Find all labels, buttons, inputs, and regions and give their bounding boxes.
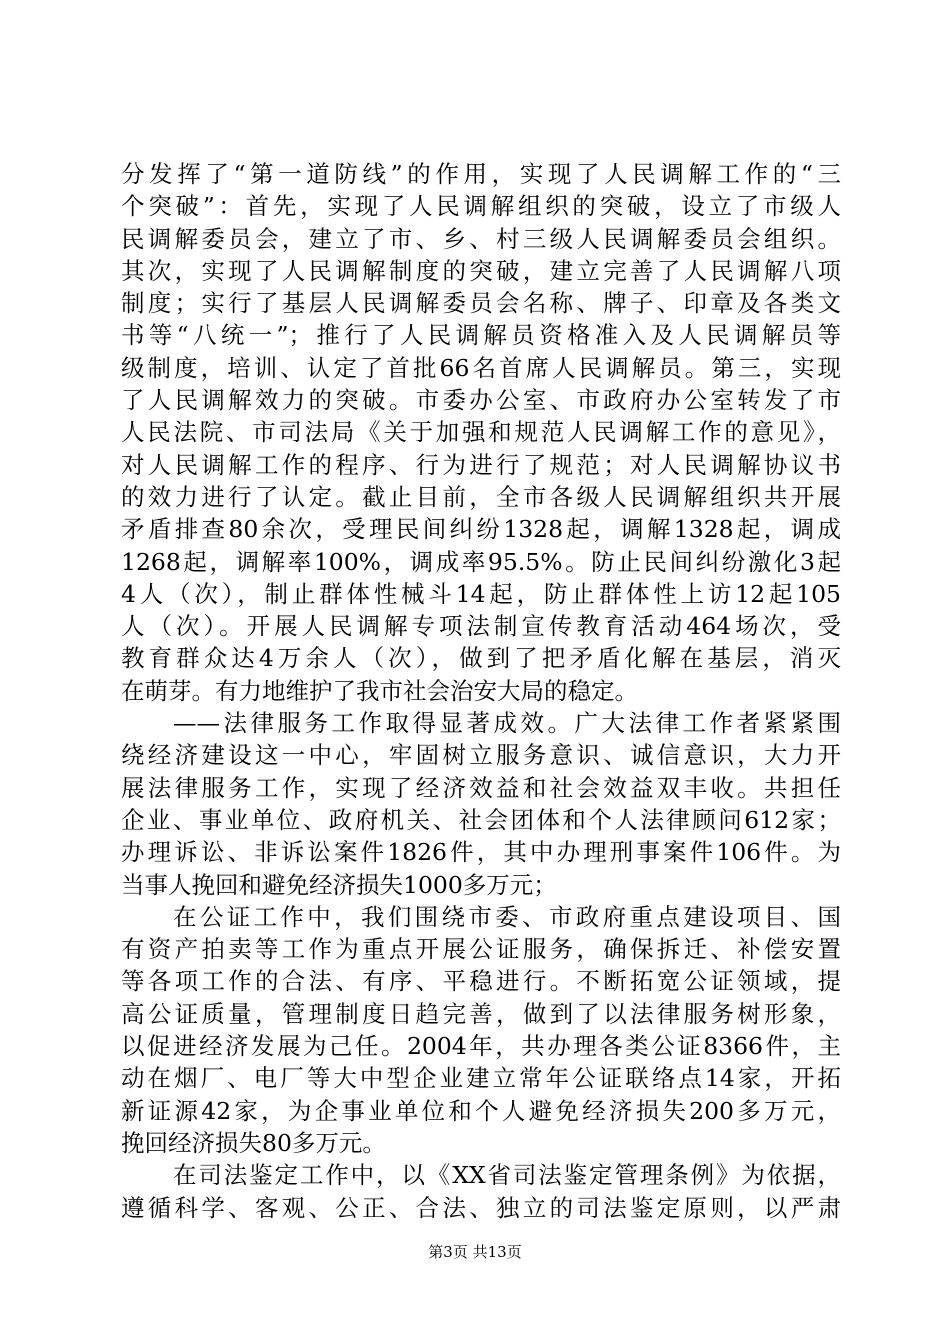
text-line: 高公证质量，管理制度日趋完善，做到了以法律服务树形象， xyxy=(121,999,841,1028)
text-line: 等各项工作的合法、有序、平稳进行。不断拓宽公证领域，提 xyxy=(121,967,841,996)
text-line: 当事人挽回和避免经济损失1000多万元； xyxy=(121,870,557,899)
text-line: 矛盾排查80余次，受理民间纠纷1328起，调解1328起，调成 xyxy=(121,515,841,544)
page-number-footer: 第3页 共13页 xyxy=(428,1243,522,1261)
text-line: 教育群众达4万余人（次），做到了把矛盾化解在基层，消灭 xyxy=(121,644,841,673)
text-line: 的效力进行了认定。截止目前，全市各级人民调解组织共开展 xyxy=(121,482,841,511)
text-line: 办理诉讼、非诉讼案件1826件，其中办理刑事案件106件。为 xyxy=(121,838,841,867)
text-line: 在公证工作中，我们围绕市委、市政府重点建设项目、国 xyxy=(173,902,841,931)
text-line: 在萌芽。有力地维护了我市社会治安大局的稳定。 xyxy=(121,676,638,705)
text-line: 绕经济建设这一中心，牢固树立服务意识、诚信意识，大力开 xyxy=(121,741,841,770)
text-line: 了人民调解效力的突破。市委办公室、市政府办公室转发了市 xyxy=(121,386,841,415)
text-line: 遵循科学、客观、公正、合法、独立的司法鉴定原则，以严肃 xyxy=(121,1193,841,1222)
text-line: ——法律服务工作取得显著成效。广大法律工作者紧紧围 xyxy=(173,709,841,738)
text-line: 1268起，调解率100%，调成率95.5%。防止民间纠纷激化3起 xyxy=(121,547,841,576)
text-line: 动在烟厂、电厂等大中型企业建立常年公证联络点14家，开拓 xyxy=(121,1064,841,1093)
document-body xyxy=(121,158,841,1224)
text-line: 展法律服务工作，实现了经济效益和社会效益双丰收。共担任 xyxy=(121,773,841,802)
text-line: 在司法鉴定工作中，以《XX省司法鉴定管理条例》为依据， xyxy=(173,1161,841,1190)
text-line: 4人（次），制止群体性械斗14起，防止群体性上访12起105 xyxy=(121,579,841,608)
text-line: 挽回经济损失80多万元。 xyxy=(121,1128,386,1157)
text-line: 以促进经济发展为己任。2004年，共办理各类公证8366件，主 xyxy=(121,1032,841,1061)
text-line: 书等“八统一”；推行了人民调解员资格准入及人民调解员等 xyxy=(121,321,841,350)
text-line: 新证源42家，为企事业单位和个人避免经济损失200多万元， xyxy=(121,1096,841,1125)
text-line: 个突破”：首先，实现了人民调解组织的突破，设立了市级人 xyxy=(121,192,841,221)
text-line: 民调解委员会，建立了市、乡、村三级人民调解委员会组织。 xyxy=(121,224,841,253)
text-line: 企业、事业单位、政府机关、社会团体和个人法律顾问612家； xyxy=(121,805,841,834)
text-line: 对人民调解工作的程序、行为进行了规范；对人民调解协议书 xyxy=(121,450,841,479)
text-line: 分发挥了“第一道防线”的作用，实现了人民调解工作的“三 xyxy=(121,160,841,188)
text-line: 人民法院、市司法局《关于加强和规范人民调解工作的意见》， xyxy=(121,418,841,447)
text-line: 有资产拍卖等工作为重点开展公证服务，确保拆迁、补偿安置 xyxy=(121,935,841,964)
text-line: 制度；实行了基层人民调解委员会名称、牌子、印章及各类文 xyxy=(121,289,841,318)
text-line: 其次，实现了人民调解制度的突破，建立完善了人民调解八项 xyxy=(121,256,841,285)
text-line: 人（次）。开展人民调解专项法制宣传教育活动464场次，受 xyxy=(121,612,841,641)
text-line: 级制度，培训、认定了首批66名首席人民调解员。第三，实现 xyxy=(121,353,841,382)
